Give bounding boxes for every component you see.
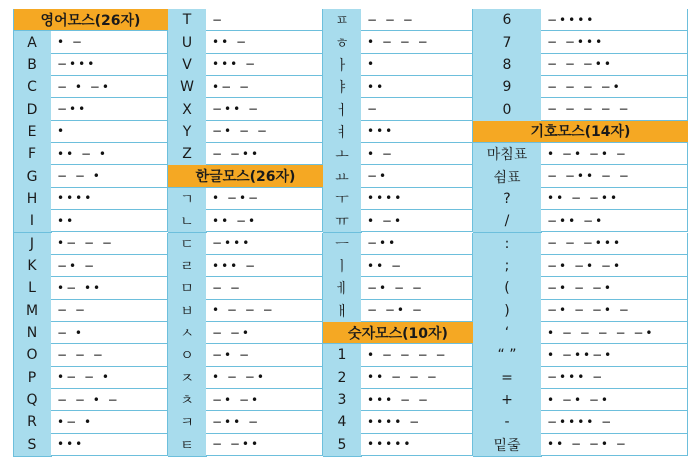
- character-cell: :: [473, 233, 542, 256]
- section-header: 기호모스(14자): [473, 121, 688, 143]
- character-cell: U: [168, 31, 207, 54]
- table-row: [323, 76, 473, 98]
- character-cell: 0: [473, 98, 542, 121]
- table-row: [323, 31, 473, 53]
- morse-code-cell: − −•• − −: [541, 165, 688, 187]
- table-row: [168, 389, 323, 411]
- character-cell: F: [13, 143, 52, 166]
- table-row: [168, 322, 323, 344]
- table-row: [13, 98, 168, 120]
- character-cell: 7: [473, 31, 542, 54]
- character-cell: ㅌ: [168, 434, 207, 457]
- table-left-border: [13, 9, 14, 456]
- morse-code-cell: − −: [51, 300, 168, 322]
- morse-code-cell: •• − −••: [541, 188, 688, 210]
- table-row: [473, 143, 688, 165]
- character-cell: ㄱ: [168, 188, 207, 211]
- morse-code-cell: ••••: [51, 188, 168, 210]
- table-row: [13, 188, 168, 210]
- table-row: [13, 389, 168, 411]
- table-row: [473, 255, 688, 277]
- morse-code-cell: •• −•: [206, 210, 323, 232]
- section-header: 숫자모스(10자): [323, 322, 473, 344]
- character-cell: ㅠ: [323, 210, 362, 233]
- table-row: [168, 188, 323, 210]
- morse-code-cell: • − − − − −•: [541, 322, 688, 344]
- character-cell: T: [168, 9, 207, 32]
- morse-code-cell: − −: [206, 277, 323, 299]
- morse-code-cell: • −••−•: [541, 344, 688, 366]
- character-cell: R: [13, 411, 52, 434]
- character-cell: 5: [323, 434, 362, 457]
- table-row: [13, 255, 168, 277]
- character-cell: K: [13, 255, 52, 278]
- character-cell: ㅕ: [323, 121, 362, 144]
- character-cell: 마침표: [473, 143, 542, 166]
- table-row: [13, 322, 168, 344]
- table-row: [323, 389, 473, 411]
- table-row: [323, 434, 473, 456]
- character-cell: G: [13, 165, 52, 188]
- table-row: [323, 143, 473, 165]
- character-cell: +: [473, 389, 542, 412]
- character-cell: ㅣ: [323, 255, 362, 278]
- table-row: [168, 76, 323, 98]
- section-header: 영어모스(26자): [13, 9, 168, 31]
- table-row: [13, 233, 168, 255]
- morse-code-cell: −••: [361, 233, 473, 255]
- table-row: [13, 210, 168, 232]
- character-cell: C: [13, 76, 52, 99]
- character-cell: Y: [168, 121, 207, 144]
- table-row: [473, 344, 688, 366]
- character-cell: ㅅ: [168, 322, 207, 345]
- character-cell: -: [473, 411, 542, 434]
- table-row: [168, 344, 323, 366]
- character-cell: Z: [168, 143, 207, 166]
- table-row: [13, 143, 168, 165]
- character-cell: ㅗ: [323, 143, 362, 166]
- table-row: [323, 367, 473, 389]
- table-row: [168, 411, 323, 433]
- character-cell: S: [13, 434, 52, 457]
- character-cell: 1: [323, 344, 362, 367]
- table-row: [13, 76, 168, 98]
- table-row: [323, 233, 473, 255]
- morse-code-cell: −•• −: [206, 98, 323, 120]
- character-cell: ㅇ: [168, 344, 207, 367]
- table-row: [323, 277, 473, 299]
- character-cell: (: [473, 277, 542, 300]
- morse-code-cell: −•• −•: [541, 210, 688, 232]
- morse-code-cell: •• − − −: [361, 367, 473, 389]
- table-column: [168, 9, 323, 456]
- table-column: [13, 9, 168, 456]
- morse-code-cell: −•••• −: [541, 411, 688, 433]
- morse-code-cell: −•••: [51, 54, 168, 76]
- table-row: [473, 31, 688, 53]
- table-row: [473, 411, 688, 433]
- morse-code-cell: •− ••: [51, 277, 168, 299]
- table-row: [13, 344, 168, 366]
- morse-code-cell: −• − −• −: [541, 300, 688, 322]
- table-row: [323, 300, 473, 322]
- table-row: [13, 121, 168, 143]
- morse-code-cell: − − − − −: [541, 98, 688, 120]
- character-cell: A: [13, 31, 52, 54]
- morse-code-cell: •••: [361, 121, 473, 143]
- morse-code-cell: − −• −: [361, 300, 473, 322]
- character-cell: 밑줄: [473, 434, 542, 457]
- morse-code-cell: − − −•••: [541, 233, 688, 255]
- character-cell: /: [473, 210, 542, 233]
- morse-code-cell: •− − −: [51, 233, 168, 255]
- character-cell: 4: [323, 411, 362, 434]
- morse-code-cell: ••• −: [206, 255, 323, 277]
- morse-code-cell: • − −•: [206, 367, 323, 389]
- character-cell: ㅂ: [168, 300, 207, 323]
- table-row: [473, 54, 688, 76]
- character-cell: W: [168, 76, 207, 99]
- character-cell: ㅛ: [323, 165, 362, 188]
- morse-code-cell: −: [361, 98, 473, 120]
- table-row: [13, 31, 168, 53]
- table-row: [168, 121, 323, 143]
- table-row: [473, 188, 688, 210]
- morse-code-cell: •••: [51, 434, 168, 456]
- morse-code-cell: − − •: [51, 165, 168, 187]
- character-cell: 쉼표: [473, 165, 542, 188]
- table-row: [323, 98, 473, 120]
- table-row: [168, 210, 323, 232]
- table-row: [323, 210, 473, 232]
- character-cell: Q: [13, 389, 52, 412]
- table-row: [473, 210, 688, 232]
- morse-code-cell: • −•−: [206, 188, 323, 210]
- table-row: [473, 389, 688, 411]
- table-row: [168, 255, 323, 277]
- table-row: [13, 54, 168, 76]
- table-row: [473, 98, 688, 120]
- morse-code-cell: ••: [51, 210, 168, 232]
- table-row: [13, 434, 168, 456]
- morse-code-cell: • − − − −: [361, 344, 473, 366]
- character-cell: ㅎ: [323, 31, 362, 54]
- morse-code-cell: •− •: [51, 411, 168, 433]
- morse-code-cell: •− −: [206, 76, 323, 98]
- character-cell: X: [168, 98, 207, 121]
- character-cell: D: [13, 98, 52, 121]
- table-row: [473, 300, 688, 322]
- morse-code-cell: • −• −• −: [541, 143, 688, 165]
- table-row: [473, 367, 688, 389]
- table-row: [473, 9, 688, 31]
- morse-code-cell: − −••: [206, 143, 323, 165]
- character-cell: I: [13, 210, 52, 233]
- morse-code-cell: − • −•: [51, 76, 168, 98]
- character-cell: V: [168, 54, 207, 77]
- table-row: [323, 188, 473, 210]
- character-cell: M: [13, 300, 52, 323]
- morse-code-cell: − −•••: [541, 31, 688, 53]
- character-cell: 6: [473, 9, 542, 32]
- morse-code-cell: −• −• −•: [541, 255, 688, 277]
- table-row: [473, 165, 688, 187]
- morse-code-cell: − •: [51, 322, 168, 344]
- morse-code-cell: − − −: [361, 9, 473, 31]
- character-cell: ㅡ: [323, 233, 362, 256]
- morse-code-cell: − −••: [206, 434, 323, 456]
- morse-code-table: [13, 9, 688, 456]
- table-column: [473, 9, 688, 456]
- character-cell: E: [13, 121, 52, 144]
- table-row: [168, 300, 323, 322]
- character-cell: ㅏ: [323, 54, 362, 77]
- character-cell: ㄴ: [168, 210, 207, 233]
- character-cell: ㅊ: [168, 389, 207, 412]
- morse-code-cell: −• −: [206, 344, 323, 366]
- character-cell: ㅈ: [168, 367, 207, 390]
- table-column: [323, 9, 473, 456]
- character-cell: ‘: [473, 322, 542, 345]
- morse-code-cell: •••• −: [361, 411, 473, 433]
- morse-code-cell: • −• −•: [541, 389, 688, 411]
- character-cell: O: [13, 344, 52, 367]
- character-cell: ㅋ: [168, 411, 207, 434]
- table-row: [168, 31, 323, 53]
- table-row: [168, 143, 323, 165]
- morse-code-cell: −• −: [51, 255, 168, 277]
- table-row: [323, 411, 473, 433]
- table-row: [13, 277, 168, 299]
- table-row: [473, 434, 688, 456]
- table-row: [473, 233, 688, 255]
- table-row: [473, 322, 688, 344]
- morse-code-cell: −••• −: [541, 367, 688, 389]
- table-row: [13, 411, 168, 433]
- character-cell: 8: [473, 54, 542, 77]
- morse-code-cell: •• − •: [51, 143, 168, 165]
- morse-code-cell: •− − •: [51, 367, 168, 389]
- morse-code-cell: •: [361, 54, 473, 76]
- character-cell: H: [13, 188, 52, 211]
- morse-code-cell: − − −••: [541, 54, 688, 76]
- character-cell: 2: [323, 367, 362, 390]
- morse-code-cell: • −: [361, 143, 473, 165]
- table-row: [168, 277, 323, 299]
- character-cell: “ ”: [473, 344, 542, 367]
- morse-code-cell: − − − −•: [541, 76, 688, 98]
- character-cell: ㄹ: [168, 255, 207, 278]
- character-cell: B: [13, 54, 52, 77]
- character-cell: J: [13, 233, 52, 256]
- character-cell: ㅜ: [323, 188, 362, 211]
- morse-code-cell: ••• − −: [361, 389, 473, 411]
- morse-code-cell: •• −: [361, 255, 473, 277]
- morse-code-cell: −• − −: [206, 121, 323, 143]
- character-cell: ;: [473, 255, 542, 278]
- morse-code-cell: ••: [361, 76, 473, 98]
- table-row: [168, 9, 323, 31]
- character-cell: ㅑ: [323, 76, 362, 99]
- character-cell: ㄷ: [168, 233, 207, 256]
- morse-code-cell: •••••: [361, 434, 473, 456]
- character-cell: ?: [473, 188, 542, 211]
- table-row: [168, 434, 323, 456]
- morse-code-cell: −••: [51, 98, 168, 120]
- section-header: 한글모스(26자): [168, 165, 323, 187]
- morse-code-cell: −•••: [206, 233, 323, 255]
- morse-code-cell: •: [51, 121, 168, 143]
- morse-code-cell: − − • −: [51, 389, 168, 411]
- table-row: [168, 98, 323, 120]
- morse-code-cell: • − − −: [361, 31, 473, 53]
- table-row: [13, 300, 168, 322]
- character-cell: N: [13, 322, 52, 345]
- morse-code-cell: −• −•: [206, 389, 323, 411]
- morse-code-cell: • − − −: [206, 300, 323, 322]
- morse-code-cell: −: [206, 9, 323, 31]
- table-row: [323, 165, 473, 187]
- morse-code-cell: ••••: [361, 188, 473, 210]
- table-row: [13, 367, 168, 389]
- table-row: [323, 255, 473, 277]
- table-row: [168, 233, 323, 255]
- table-row: [323, 344, 473, 366]
- table-row: [168, 367, 323, 389]
- character-cell: ㅁ: [168, 277, 207, 300]
- morse-code-cell: −•: [361, 165, 473, 187]
- morse-code-cell: −• − −•: [541, 277, 688, 299]
- morse-code-cell: − −•: [206, 322, 323, 344]
- morse-code-cell: −•• −: [206, 411, 323, 433]
- table-row: [13, 165, 168, 187]
- morse-code-cell: • −: [51, 31, 168, 53]
- character-cell: ㅓ: [323, 98, 362, 121]
- morse-code-cell: •• −: [206, 31, 323, 53]
- character-cell: 3: [323, 389, 362, 412]
- morse-code-cell: − − −: [51, 344, 168, 366]
- table-row: [473, 277, 688, 299]
- character-cell: ㅍ: [323, 9, 362, 32]
- morse-code-cell: • −•: [361, 210, 473, 232]
- table-row: [168, 54, 323, 76]
- table-row: [323, 54, 473, 76]
- character-cell: L: [13, 277, 52, 300]
- character-cell: ): [473, 300, 542, 323]
- table-row: [323, 121, 473, 143]
- morse-code-cell: −• − −: [361, 277, 473, 299]
- character-cell: =: [473, 367, 542, 390]
- morse-code-cell: −••••: [541, 9, 688, 31]
- morse-code-cell: •• − −• −: [541, 434, 688, 456]
- table-row: [323, 9, 473, 31]
- character-cell: 9: [473, 76, 542, 99]
- table-row: [473, 76, 688, 98]
- character-cell: P: [13, 367, 52, 390]
- character-cell: ㅐ: [323, 300, 362, 323]
- morse-code-cell: ••• −: [206, 54, 323, 76]
- character-cell: ㅔ: [323, 277, 362, 300]
